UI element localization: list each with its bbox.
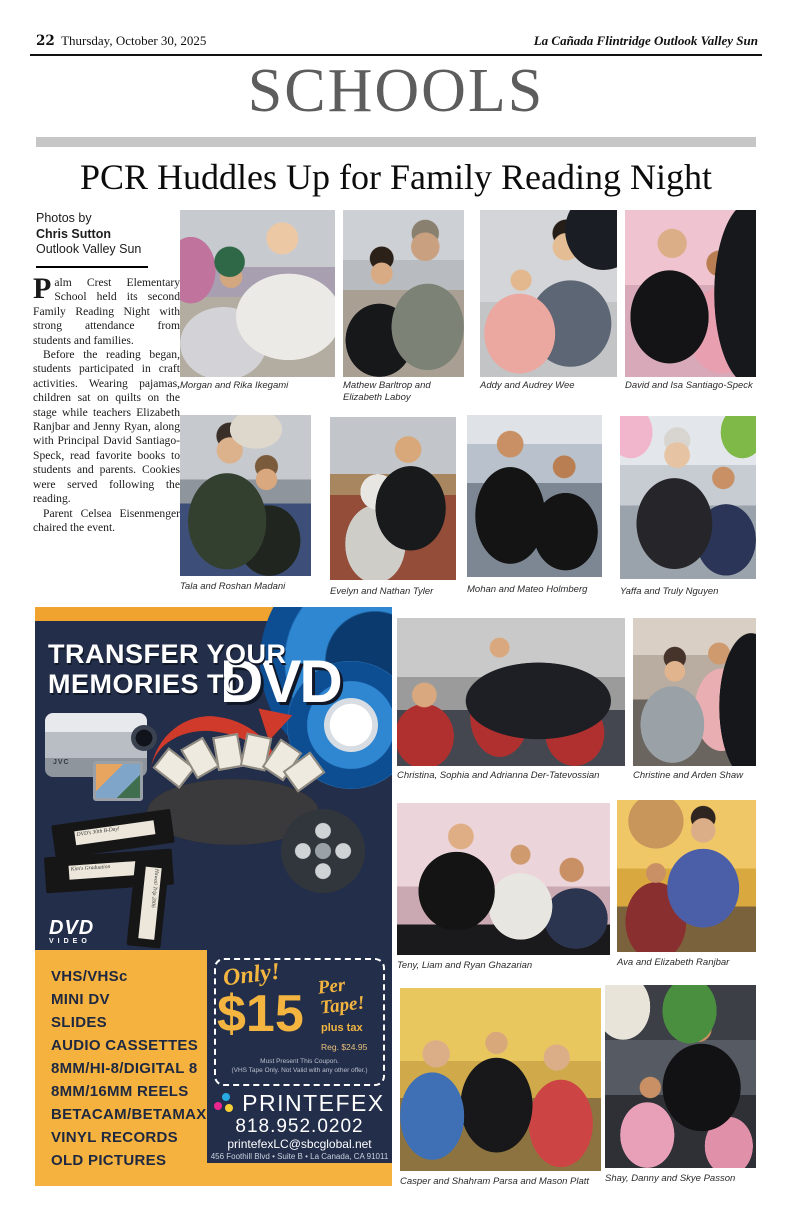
article-body [33,272,180,535]
caption: Casper and Shahram Parsa and Mason Platt [400,1176,590,1187]
article-headline: PCR Huddles Up for Family Reading Night [80,157,712,197]
format-item: 8MM/HI-8/DIGITAL 8 [51,1060,198,1077]
issue-date: Thursday, October 30, 2025 [61,33,207,48]
dvd-video-logo-word: DVD [49,917,95,939]
photo-mohan-mateo-holmberg [467,415,602,577]
caption: Yaffa and Truly Nguyen [620,586,719,597]
photo-casper-shahram-parsa-mason-platt [400,988,601,1171]
photo-teny-liam-ryan-ghazarian [397,803,610,955]
caption: Mathew Barltrop and Elizabeth Laboy [343,380,431,403]
caption: Christina, Sophia and Adrianna Der-Tatevossian [397,770,600,781]
format-item: VHS/VHSc [51,968,128,985]
paragraph-2: Before the reading began, students participated in craft activities. Wearing pajamas, children sat on quilts on the stage while teachers Elizabeth Ranjbar and Jenny Ryan, along with Principal David Santiago-Speck, read favorite books to students and parents. Cookies were served following the reading. [33,348,180,506]
cassette-label: Hawaii Trip 2006 [138,867,161,940]
camcorder-screen-icon [93,761,143,801]
cassette-label: Kim's Graduation [69,860,152,880]
format-item: AUDIO CASSETTES [51,1037,199,1054]
coupon-plus-tax: plus tax [321,1022,363,1034]
printefex-brand-row [207,1090,392,1117]
coupon-per-line2: Tape! [319,992,366,1019]
coupon-regular-price: Reg. $24.95 [321,1042,368,1052]
format-list [51,965,207,1172]
coupon-price: $15 [217,985,304,1043]
caption: Teny, Liam and Ryan Ghazarian [397,960,533,971]
caption: Morgan and Rika Ikegami [180,380,289,391]
photo-evelyn-nathan-tyler [330,417,456,580]
magenta-dot-icon [214,1102,222,1110]
printefex-address: 456 Foothill Blvd • Suite B • La Canada, CA 91011 [210,1152,389,1161]
printefex-brand-name: PRINTEFEX [242,1090,385,1116]
printefex-email: printefexLC@sbcglobal.net [227,1137,372,1151]
dvd-video-logo [49,917,94,945]
format-item: OLD PICTURES [51,1152,167,1169]
photo-christine-arden-shaw [633,618,756,766]
caption: David and Isa Santiago-Speck [625,380,753,391]
byline-rule [36,266,148,268]
format-item: VINYL RECORDS [51,1129,178,1146]
photo-der-tatevossian-sisters [397,618,625,766]
page-number: 22 [36,33,55,49]
photo-tala-roshan-madani [180,415,311,576]
byline-org: Outlook Valley Sun [36,242,142,256]
coupon-validity-note: (VHS Tape Only. Not Valid with any other offer.) [231,1067,368,1074]
coupon-per-line1: Per [316,974,347,999]
caption: Addy and Audrey Wee [480,380,575,391]
film-reel-icon [281,809,365,893]
ad-dvd-word: DVD [220,648,341,715]
format-item: 8MM/16MM REELS [51,1083,189,1100]
photo-yaffa-truly-nguyen [620,416,756,579]
coupon-panel [207,950,392,1163]
camcorder-brand-label: JVC [53,759,70,766]
yellow-dot-icon [225,1104,233,1112]
photo-ava-elizabeth-ranjbar [617,800,756,952]
caption: Evelyn and Nathan Tyler [330,586,434,597]
coupon-per-tape [317,973,366,1018]
coupon-only-text: Only! [221,958,282,992]
byline [36,211,178,258]
caption: Shay, Danny and Skye Passon [605,1173,736,1184]
photo-shay-danny-skye-passon [605,985,756,1168]
dvd-video-logo-sub: VIDEO [49,938,91,945]
photo-david-isa-santiago-speck [625,210,756,377]
section-divider-bar [36,137,756,147]
photo-mathew-barltrop-elizabeth-laboy [343,210,464,377]
paragraph-1 [33,272,180,348]
camcorder-lens-icon [131,725,157,751]
cyan-dot-icon [222,1093,230,1101]
ad-upper-panel [35,621,392,950]
ad-headline-line1: TRANSFER YOUR [48,639,287,669]
format-item: SLIDES [51,1014,107,1031]
photo-morgan-rika-ikegami [180,210,335,377]
paragraph-3: Parent Celsea Eisenmenger chaired the event. [33,506,180,534]
printefex-phone: 818.952.0202 [235,1116,364,1137]
byline-name: Chris Sutton [36,226,111,241]
ad-headline-line2: MEMORIES TO [48,669,246,699]
cassette-label: DVD's 30th B-Day! [74,820,155,845]
drop-cap: P [33,272,52,305]
page-number-and-date [36,33,206,49]
format-item: BETACAM/BETAMAX [51,1106,207,1123]
publication-name: La Cañada Flintridge Outlook Valley Sun [533,33,758,48]
byline-prefix: Photos by [36,211,92,225]
printefex-advertisement [35,607,392,1186]
coupon-present-note: Must Present This Coupon. [260,1058,339,1065]
paragraph-1-text: alm Crest Elementary School held its second Family Reading Night with strong attendance from students and families. [33,276,180,347]
caption: Mohan and Mateo Holmberg [467,584,588,595]
format-item: MINI DV [51,991,110,1008]
printefex-logo-dots-icon [214,1093,234,1113]
caption: Ava and Elizabeth Ranjbar [617,957,730,968]
photo-addy-audrey-wee [480,210,617,377]
caption: Tala and Roshan Madani [180,581,286,592]
section-title: SCHOOLS [247,57,545,125]
caption: Christine and Arden Shaw [633,770,744,781]
